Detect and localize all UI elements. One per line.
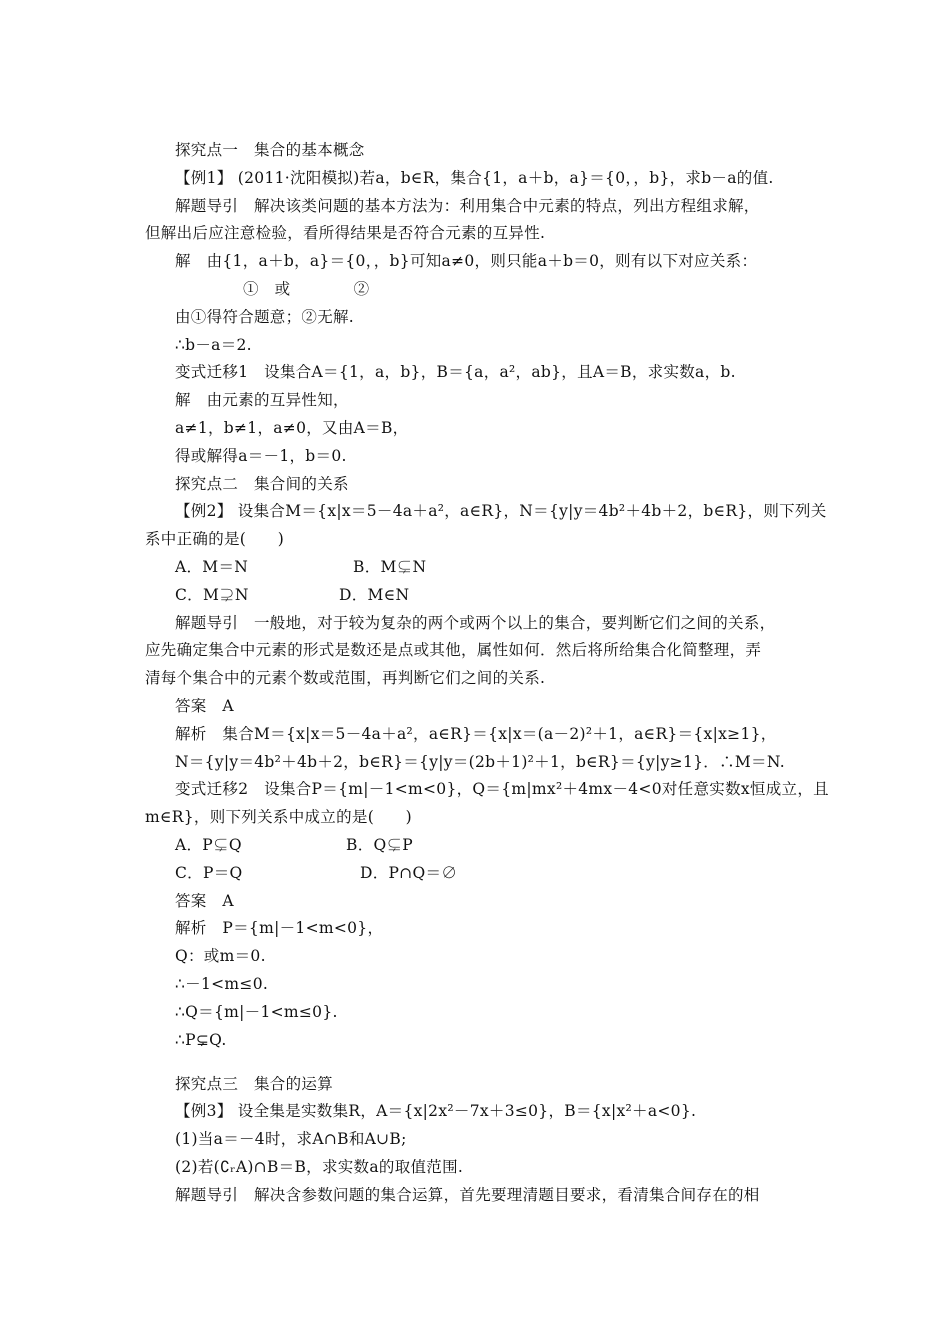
option-c: C．M⊋N: [175, 586, 249, 604]
option-d: D．M∈N: [339, 586, 410, 604]
text-line: ∴b－a＝2.: [175, 336, 252, 354]
section-heading-1: 探究点一 集合的基本概念: [175, 141, 365, 159]
option-b: B．M⊊N: [353, 558, 427, 576]
text-line: (1)当a＝－4时，求A∩B和A∪B;: [175, 1130, 407, 1148]
text-line: 解 由{1，a＋b，a}＝{0，，b}可知a≠0，则只能a＋b＝0，则有以下对应关系：: [175, 252, 758, 270]
text-line: 解题导引 一般地，对于较为复杂的两个或两个以上的集合，要判断它们之间的关系，: [175, 614, 776, 632]
text-line: 解题导引 解决该类问题的基本方法为：利用集合中元素的特点，列出方程组求解，: [175, 197, 760, 215]
text-line: m∈R}，则下列关系中成立的是( ): [145, 808, 412, 826]
example-2: 【例2】 设集合M＝{x|x＝5－4a＋a²，a∈R}，N＝{y|y＝4b²＋4b＋2，b∈R}，则下列关: [175, 502, 827, 520]
example-1: 【例1】 (2011·沈阳模拟)若a，b∈R，集合{1，a＋b，a}＝{0，，b}，求b－a的值.: [175, 169, 774, 187]
option-c: C．P＝Q: [175, 864, 243, 882]
section-heading-2: 探究点二 集合间的关系: [175, 475, 349, 493]
text-line: ∴P⊊Q.: [175, 1031, 227, 1049]
text-line: 清每个集合中的元素个数或范围，再判断它们之间的关系.: [145, 669, 546, 687]
text-line: 解题导引 解决含参数问题的集合运算，首先要理清题目要求，看清集合间存在的相: [175, 1186, 760, 1204]
text-line: 解析 P＝{m|－1<m<0}，: [175, 919, 384, 937]
text-line: 解 由元素的互异性知，: [175, 391, 349, 409]
text-line: 得或解得a＝－1，b＝0.: [175, 447, 347, 465]
example-3: 【例3】 设全集是实数集R，A＝{x|2x²－7x＋3≤0}，B＝{x|x²＋a<0}.: [175, 1102, 697, 1120]
text-line: a≠1，b≠1，a≠0，又由A＝B，: [175, 419, 409, 437]
option-a: A．M＝N: [175, 558, 249, 576]
text-line: 解析 集合M＝{x|x＝5－4a＋a²，a∈R}＝{x|x＝(a－2)²＋1，a∈R}＝{x|x≥1}，: [175, 725, 777, 743]
text-line: ∴－1<m≤0.: [175, 975, 269, 993]
option-d: D．P∩Q＝∅: [360, 864, 458, 882]
option-a: A．P⊊Q: [175, 836, 242, 854]
text-line: 但解出后应注意检验，看所得结果是否符合元素的互异性.: [145, 224, 546, 242]
text-line: Q：或m＝0.: [175, 947, 266, 965]
variant-1: 变式迁移1 设集合A＝{1，a，b}，B＝{a，a²，ab}，且A＝B，求实数a，b.: [175, 363, 736, 381]
text-line: (2)若(∁ᵣA)∩B＝B，求实数a的取值范围.: [175, 1158, 464, 1176]
text-line: ∴Q＝{m|－1<m≤0}.: [175, 1003, 338, 1021]
variant-2: 变式迁移2 设集合P＝{m|－1<m<0}，Q＝{m|mx²＋4mx－4<0对任意实数x恒成立，且: [175, 780, 829, 798]
answer: 答案 A: [175, 892, 234, 910]
text-line: 由①得符合题意；②无解.: [175, 308, 355, 326]
text-line: ① 或 ②: [243, 280, 370, 298]
text-line: 系中正确的是( ): [145, 530, 285, 548]
section-heading-3: 探究点三 集合的运算: [175, 1075, 334, 1093]
answer: 答案 A: [175, 697, 234, 715]
option-b: B．Q⊊P: [346, 836, 414, 854]
text-line: 应先确定集合中元素的形式是数还是点或其他，属性如何．然后将所给集合化简整理，弄: [145, 641, 762, 659]
text-line: N＝{y|y＝4b²＋4b＋2，b∈R}＝{y|y＝(2b＋1)²＋1，b∈R}＝{y|y≥1}．∴M＝N.: [175, 753, 785, 771]
